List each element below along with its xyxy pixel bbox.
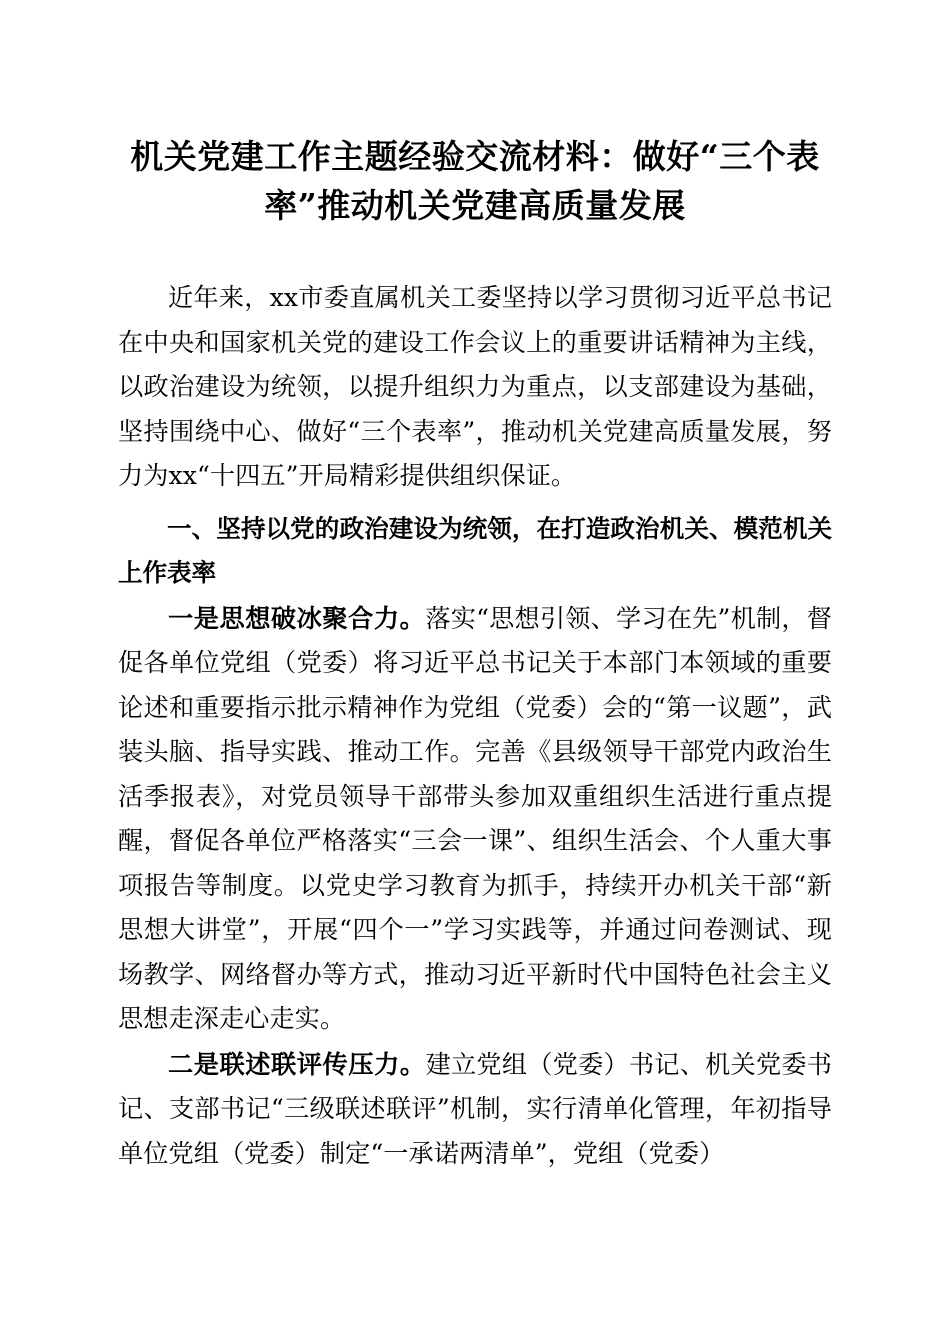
paragraph-intro: 近年来，xx市委直属机关工委坚持以学习贯彻习近平总书记在中央和国家机关党的建设工作会议上的重要讲话精神为主线，以政治建设为统领，以提升组织力为重点，以支部建设为基础，坚持围绕中心、做好“三个表率”，推动机关党建高质量发展，努力为xx“十四五”开局精彩提供组织保证。 [118,283,832,490]
section-heading-one: 一、坚持以党的政治建设为统领，在打造政治机关、模范机关上作表率 [118,513,832,587]
page-title: 机关党建工作主题经验交流材料：做好“三个表率”推动机关党建高质量发展 [130,137,820,225]
paragraph-point-one [118,596,832,1042]
point-two-lead-in: 二是联述联评传压力。 [168,1048,426,1079]
point-one-body: 落实“思想引领、学习在先”机制，督促各单位党组（党委）将习近平总书记关于本部门本领域的重要论述和重要指示批示精神作为党组（党委）会的“第一议题”，武装头脑、指导实践、推动工作。完善《县级领导干部党内政治生活季报表》，对党员领导干部带头参加双重组织生活进行重点提醒，督促各单位严格落实“三会一课”、组织生活会、个人重大事项报告等制度。以党史学习教育为抓手，持续开办机关干部“新思想大讲堂”，开展“四个一”学习实践等，并通过问卷测试、现场教学、网络督办等方式，推动习近平新时代中国特色社会主义思想走深走心走实。 [118,603,833,1033]
document-body [118,0,832,1176]
paragraph-point-two [118,1042,832,1177]
point-two-body: 建立党组（党委）书记、机关党委书记、支部书记“三级联述联评”机制，实行清单化管理，年初指导单位党组（党委）制定“一承诺两清单”，党组（党委） [118,1049,832,1168]
point-one-lead-in: 一是思想破冰聚合力。 [168,602,426,633]
